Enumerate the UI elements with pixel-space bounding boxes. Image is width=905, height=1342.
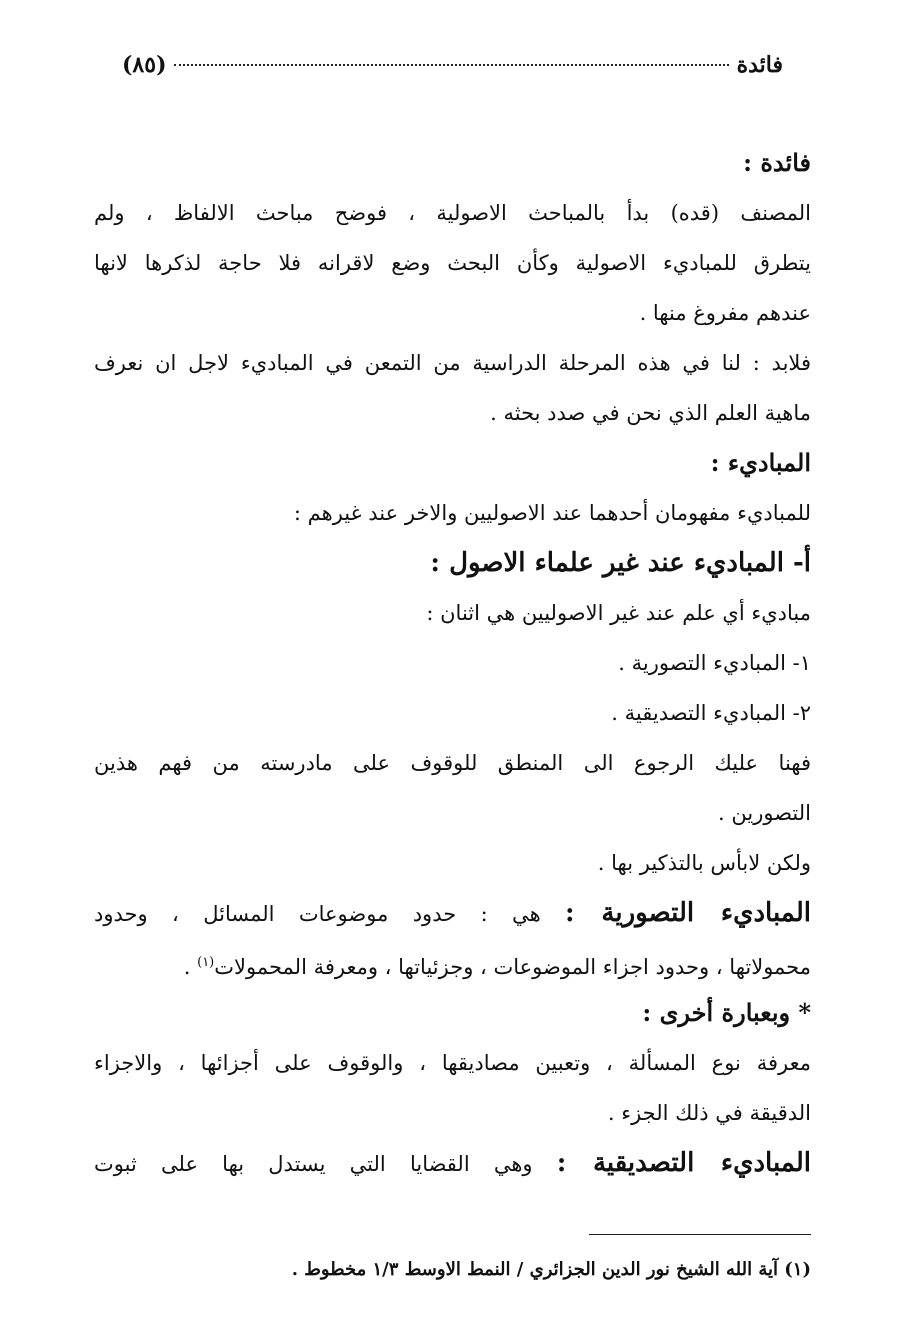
subheading-non-usuli: أ- المباديء عند غير علماء الاصول : <box>430 548 811 578</box>
subheading-alternative: * وبعبارة أخرى : <box>642 998 811 1027</box>
list-item: ١- المباديء التصورية . <box>618 651 811 675</box>
running-header <box>122 52 783 92</box>
definition-text: وهي القضايا التي يستدل بها على ثبوت <box>94 1152 533 1176</box>
paragraph-line: المصنف (قده) بدأ بالمباحث الاصولية ، فوضح مباحث الالفاظ ، ولم <box>94 201 811 225</box>
section-heading-mabadi: المباديء : <box>710 448 811 477</box>
paragraph-line: معرفة نوع المسألة ، وتعبين مصاديقها ، والوقوف على أجزائها ، والاجزاء <box>94 1051 811 1075</box>
definition-text: هي : حدود موضوعات المسائل ، وحدود <box>94 902 541 926</box>
footnote-reference[interactable]: (١) <box>197 955 215 970</box>
paragraph-line: فلابد : لنا في هذه المرحلة الدراسية من التمعن في المباديء لاجل ان نعرف <box>94 351 811 375</box>
paragraph-line: ماهية العلم الذي نحن في صدد بحثه . <box>490 401 811 425</box>
definition-text: محمولاتها ، وحدود اجزاء الموضوعات ، وجزئياتها ، ومعرفة المحمولات <box>214 955 811 979</box>
paragraph-line: فهنا عليك الرجوع الى المنطق للوقوف على مادرسته من فهم هذين <box>94 751 811 775</box>
footnote: (١) آية الله الشيخ نور الدين الجزائري / النمط الاوسط ١/٣ مخطوط . <box>291 1259 811 1280</box>
section-heading-fayda: فائدة : <box>743 148 811 177</box>
term-tasdiqiyya: المباديء التصديقية : <box>556 1148 811 1178</box>
running-header-title: فائدة <box>736 52 783 78</box>
dot-leader <box>174 64 728 66</box>
sentence-end: . <box>183 955 198 979</box>
paragraph-line: عندهم مفروغ منها . <box>639 301 811 325</box>
paragraph-line: للمباديء مفهومان أحدهما عند الاصوليين والاخر عند غيرهم : <box>293 501 811 525</box>
paragraph-line: مباديء أي علم عند غير الاصوليين هي اثنان : <box>426 601 811 625</box>
body-text <box>94 138 811 1188</box>
page-number: (٨٥) <box>122 52 167 78</box>
paragraph-line: يتطرق للمباديء الاصولية وكأن البحث وضع لاقرانه فلا حاجة لذكرها لانها <box>94 251 811 275</box>
paragraph-line: ولكن لابأس بالتذكير بها . <box>597 851 811 875</box>
term-tasawwuriyya: المباديء التصورية : <box>565 898 811 928</box>
list-item: ٢- المباديء التصديقية . <box>611 701 811 725</box>
paragraph-line: التصورين . <box>718 801 811 825</box>
paragraph-line <box>94 938 811 988</box>
paragraph-line <box>94 1138 811 1188</box>
footnote-separator <box>589 1234 811 1235</box>
paragraph-line: الدقيقة في ذلك الجزء . <box>607 1101 811 1125</box>
paragraph-line <box>94 888 811 938</box>
